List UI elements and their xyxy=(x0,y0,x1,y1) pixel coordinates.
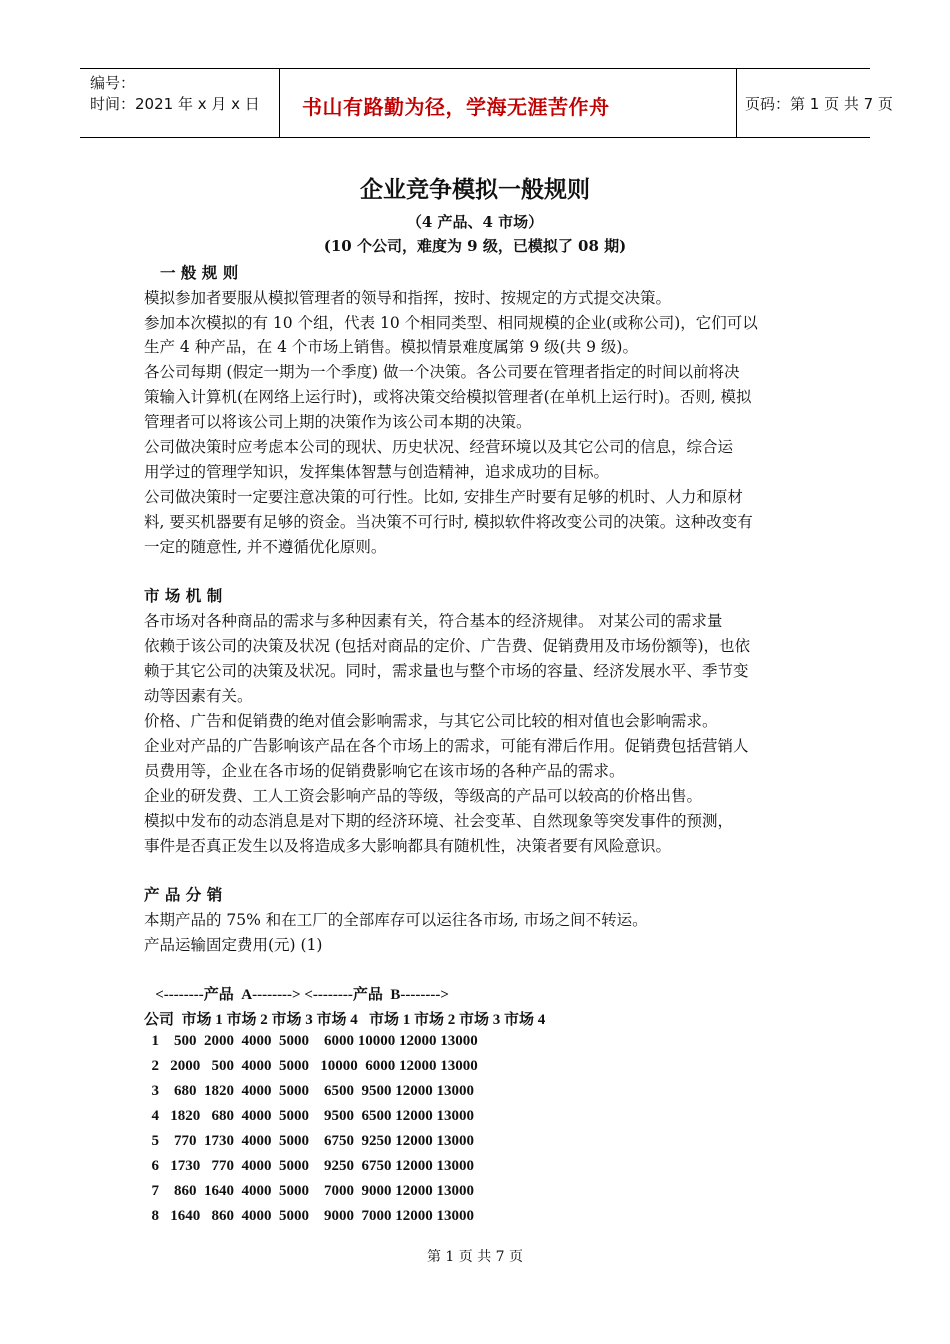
paragraph-line: 各公司每期 (假定一期为一个季度) 做一个决策。各公司要在管理者指定的时间以前将决 xyxy=(144,363,740,381)
paragraph-line: 产品运输固定费用(元) (1) xyxy=(144,936,323,954)
paragraph-line: 依赖于该公司的决策及状况 (包括对商品的定价、广告费、促销费用及市场份额等)，也依 xyxy=(144,637,751,655)
paragraph-line: 价格、广告和促销费的绝对值会影响需求，与其它公司比较的相对值也会影响需求。 xyxy=(144,712,718,730)
paragraph-line: 模拟参加者要服从模拟管理者的领导和指挥，按时、按规定的方式提交决策。 xyxy=(144,289,672,307)
table-row: 3 680 1820 4000 5000 6500 9500 12000 13000 xyxy=(144,1083,474,1099)
motto: 书山有路勤为径，学海无涯苦作舟 xyxy=(302,95,610,119)
table-column-header: 公司 市场 1 市场 2 市场 3 市场 4 市场 1 市场 2 市场 3 市场 4 xyxy=(144,1012,546,1028)
number-label: 编号： xyxy=(90,74,136,92)
table-row: 1 500 2000 4000 5000 6000 10000 12000 13000 xyxy=(144,1033,478,1049)
table-row: 5 770 1730 4000 5000 6750 9250 12000 13000 xyxy=(144,1133,474,1149)
paragraph-line: 员费用等，企业在各市场的促销费影响它在该市场的各种产品的需求。 xyxy=(144,762,625,780)
paragraph-line: 模拟中发布的动态消息是对下期的经济环境、社会变革、自然现象等突发事件的预测， xyxy=(144,812,734,830)
table-row: 4 1820 680 4000 5000 9500 6500 12000 13000 xyxy=(144,1108,474,1124)
paragraph-line: 参加本次模拟的有 10 个组，代表 10 个相同类型、相同规模的企业(或称公司)，它们可以 xyxy=(144,314,758,332)
subtitle-products: （4 产品、4 市场） xyxy=(406,213,544,231)
paragraph-line: 生产 4 种产品，在 4 个市场上销售。模拟情景难度属第 9 级(共 9 级)。 xyxy=(144,338,638,356)
table-row: 2 2000 500 4000 5000 10000 6000 12000 13000 xyxy=(144,1058,478,1074)
section-heading-market-mechanism: 市 场 机 制 xyxy=(144,586,223,605)
paragraph-line: 公司做决策时应考虑本公司的现状、历史状况、经营环境以及其它公司的信息，综合运 xyxy=(144,438,734,456)
table-row: 7 860 1640 4000 5000 7000 9000 12000 13000 xyxy=(144,1183,474,1199)
section-heading-general-rules: 一 般 规 则 xyxy=(160,263,239,282)
paragraph-line: 各市场对各种商品的需求与多种因素有关，符合基本的经济规律。 对某公司的需求量 xyxy=(144,612,723,630)
header-motto-cell xyxy=(280,69,737,137)
table-group-header: <--------产品 A--------> <--------产品 B--------> xyxy=(144,987,449,1003)
paragraph-line: 用学过的管理学知识，发挥集体智慧与创造精神，追求成功的目标。 xyxy=(144,463,610,481)
header-meta-cell xyxy=(80,69,280,137)
paragraph-line: 公司做决策时一定要注意决策的可行性。比如, 安排生产时要有足够的机时、人力和原材 xyxy=(144,488,743,506)
paragraph-line: 本期产品的 75% 和在工厂的全部库存可以运往各市场, 市场之间不转运。 xyxy=(144,911,648,929)
paragraph-line: 企业对产品的广告影响该产品在各个市场上的需求，可能有滞后作用。促销费包括营销人 xyxy=(144,737,749,755)
paragraph-line: 管理者可以将该公司上期的决策作为该公司本期的决策。 xyxy=(144,413,532,431)
document-header xyxy=(80,68,893,138)
page-footer: 第 1 页 共 7 页 xyxy=(426,1249,524,1265)
section-heading-product-distribution: 产 品 分 销 xyxy=(144,885,223,904)
paragraph-line: 料, 要买机器要有足够的资金。当决策不可行时, 模拟软件将改变公司的决策。这种改变有 xyxy=(144,513,753,531)
paragraph-line: 企业的研发费、工人工资会影响产品的等级，等级高的产品可以较高的价格出售。 xyxy=(144,787,703,805)
paragraph-line: 一定的随意性, 并不遵循优化原则。 xyxy=(144,538,387,556)
paragraph-line: 动等因素有关。 xyxy=(144,687,253,705)
paragraph-line: 事件是否真正发生以及将造成多大影响都具有随机性，决策者要有风险意识。 xyxy=(144,837,672,855)
page-info: 页码：第 1 页 共 7 页 xyxy=(745,95,893,113)
paragraph-line: 赖于其它公司的决策及状况。同时，需求量也与整个市场的容量、经济发展水平、季节变 xyxy=(144,662,749,680)
subtitle-companies: (10 个公司，难度为 9 级，已模拟了 08 期) xyxy=(323,237,627,255)
table-row: 6 1730 770 4000 5000 9250 6750 12000 13000 xyxy=(144,1158,474,1174)
time-label: 时间：2021 年 x 月 x 日 xyxy=(90,95,260,113)
header-page-cell xyxy=(737,69,893,137)
paragraph-line: 策输入计算机(在网络上运行时)，或将决策交给模拟管理者(在单机上运行时)。否则, 模拟 xyxy=(144,388,752,406)
page-title: 企业竞争模拟一般规则 xyxy=(360,176,590,203)
table-row: 8 1640 860 4000 5000 9000 7000 12000 13000 xyxy=(144,1208,474,1224)
